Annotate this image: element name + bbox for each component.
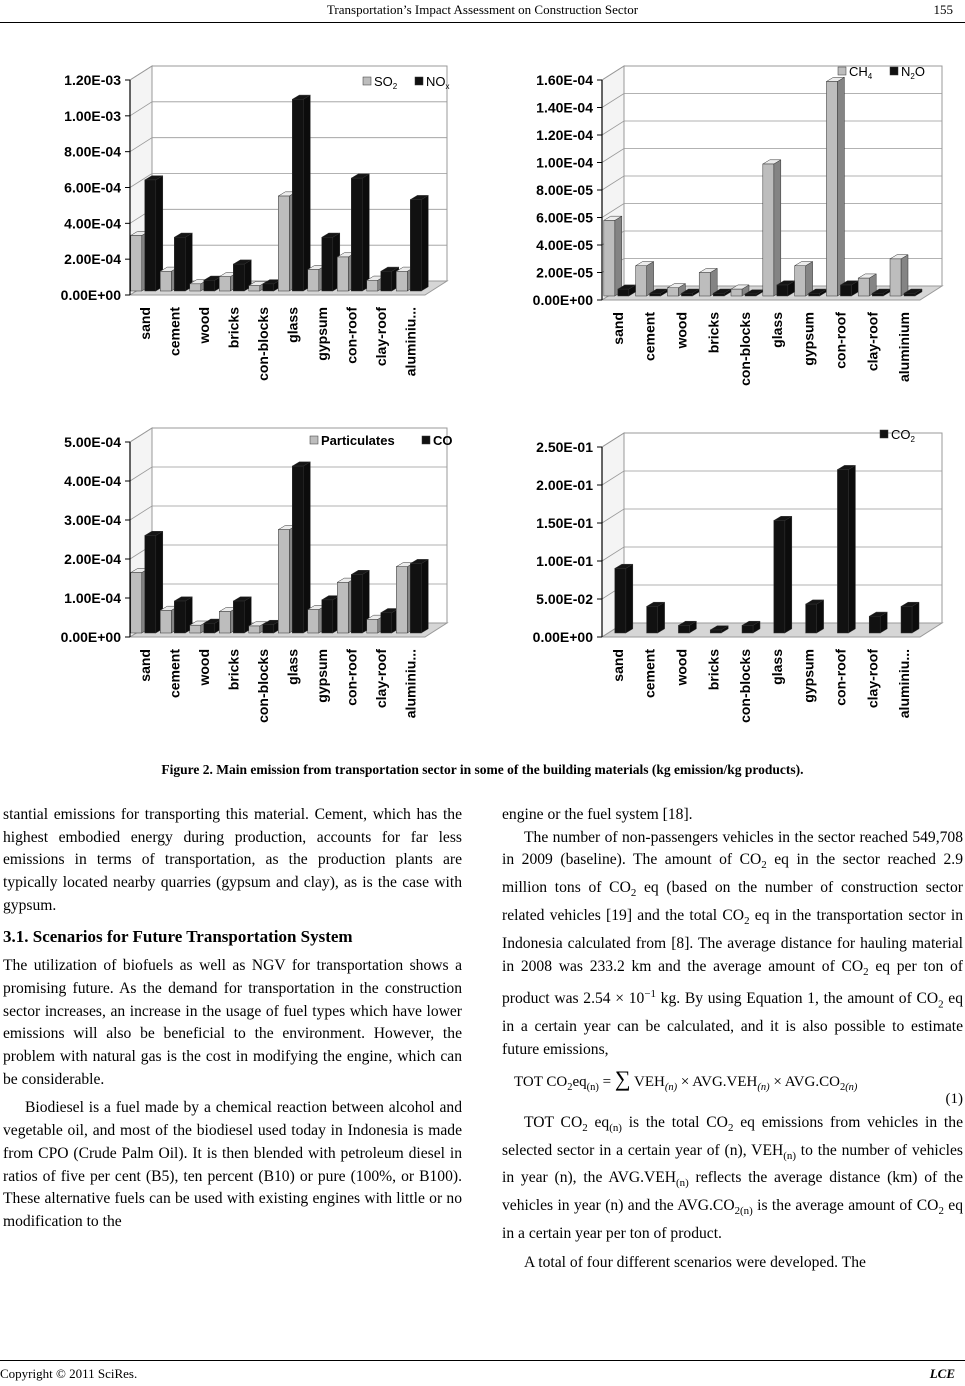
bar-nox-bricks-front bbox=[233, 264, 244, 291]
y-tick-label: 1.00E-04 bbox=[64, 590, 121, 606]
y-tick-label: 2.00E-01 bbox=[536, 477, 593, 493]
page-footer bbox=[0, 1360, 965, 1381]
bar-ch4-cement-side bbox=[647, 262, 654, 296]
bar-so2-conroof-front bbox=[337, 257, 348, 291]
x-tick-label: sand bbox=[136, 649, 153, 682]
x-tick-label: clay-roof bbox=[372, 649, 389, 709]
bar-nox-glass-side bbox=[303, 95, 310, 291]
x-tick-label: con-roof bbox=[343, 649, 360, 706]
bar-co-aluminiu bbox=[410, 559, 428, 633]
chart-co2 bbox=[490, 422, 950, 757]
bar-ch4-aluminium-front bbox=[890, 259, 901, 296]
gridline bbox=[130, 467, 447, 481]
y-tick-label: 2.00E-05 bbox=[536, 264, 593, 281]
legend-label-co: CO bbox=[433, 433, 453, 448]
x-tick-label: con-blocks bbox=[737, 312, 754, 386]
gridline bbox=[602, 471, 942, 485]
legend-swatch-so2 bbox=[363, 77, 371, 85]
right-column bbox=[502, 804, 963, 1274]
running-title: Transportation’s Impact Assessment on Construction Sector bbox=[326, 2, 639, 17]
y-tick-label: 8.00E-05 bbox=[536, 182, 593, 198]
bar-co-glass bbox=[292, 462, 310, 633]
bar-co2-aluminiu bbox=[901, 602, 919, 633]
x-tick-label: con-blocks bbox=[737, 649, 754, 723]
bar-ch4-conblocks-front bbox=[731, 289, 742, 296]
legend-swatch-ch4 bbox=[838, 67, 846, 75]
bar-particulates-conroof-front bbox=[337, 582, 348, 633]
y-tick-label: 6.00E-04 bbox=[64, 179, 121, 196]
x-tick-label: aluminium bbox=[896, 312, 913, 383]
bar-nox-glass-front bbox=[292, 99, 303, 291]
chart-particulates-co bbox=[20, 422, 470, 757]
bar-particulates-conblocks-front bbox=[249, 626, 260, 633]
bar-n2o-aluminium-front bbox=[904, 293, 915, 296]
bar-co2-conroof bbox=[837, 465, 855, 633]
section-heading: 3.1. Scenarios for Future Transportation System bbox=[3, 926, 353, 946]
chart-ch4-n2o bbox=[490, 55, 950, 420]
journal-name: LCE bbox=[929, 1366, 955, 1381]
legend-swatch-co2 bbox=[880, 430, 888, 438]
paragraph: A total of four different scenarios were developed. The bbox=[524, 1253, 866, 1271]
bar-ch4-conroof-side bbox=[837, 77, 844, 296]
x-tick-label: bricks bbox=[225, 649, 242, 691]
bar-co2-glass-front bbox=[774, 521, 785, 633]
gridline bbox=[130, 428, 447, 442]
gridline bbox=[602, 94, 942, 108]
bar-co2-sand bbox=[615, 564, 633, 633]
x-tick-label: con-roof bbox=[343, 307, 360, 364]
y-tick-label: 1.00E-03 bbox=[64, 107, 121, 124]
gridline bbox=[130, 138, 447, 152]
x-tick-label: con-roof bbox=[832, 649, 849, 706]
paragraph: The number of non-passengers vehicles in the sector reached 549,708 in 2009 (baseline). The amount of $CO_2$ eq in the sector reached 2.9 million tons of $CO_2$ eq (based on the number of construction sector related vehicles [19] and the total $CO_2$ eq in the transportation sector in Indonesia calculated from [8]. The average distance for hauling material in 2008 was 233.2 km and the average amount of $CO_2$ eq per ton of product was $2.54 \times 10^{-1}$ kg. By using Equation 1, the amount of $CO_2$ eq in a certain year can be calculated, and it is also possible to estimate future emissions, bbox=[502, 828, 964, 1059]
bar-ch4-conroof bbox=[826, 77, 844, 296]
x-tick-label: sand bbox=[609, 312, 626, 345]
x-tick-label: clay-roof bbox=[372, 307, 389, 367]
bar-particulates-glass-front bbox=[278, 530, 289, 633]
y-tick-label: 4.00E-04 bbox=[64, 473, 121, 489]
bar-so2-wood-front bbox=[190, 284, 201, 291]
bar-nox-sand-front bbox=[145, 180, 156, 291]
paragraph: Biodiesel is a fuel made by a chemical reaction between alcohol and vegetable oil, and most of the biodiesel used today in Indonesia is made from CPO (Crude Palm Oil). It is then blended with petroleum diesel in ratios of five per cent (B5), ten percent (B10) or pure (100%, or B100). These alternative fuels can be used with existing engines with little or no modification to the bbox=[3, 1099, 462, 1230]
copyright: Copyright © 2011 SciRes. bbox=[0, 1366, 138, 1381]
bar-ch4-sand-side bbox=[615, 216, 622, 296]
x-tick-label: wood bbox=[195, 649, 212, 686]
x-tick-label: glass bbox=[284, 307, 301, 343]
chart-so2-nox bbox=[20, 55, 470, 420]
legend-label-co2: $CO_2$ bbox=[891, 427, 915, 444]
bar-n2o-conblocks-front bbox=[745, 294, 756, 296]
bar-so2-cement-front bbox=[160, 271, 171, 291]
bar-co2-conblocks-front bbox=[742, 625, 753, 633]
y-tick-label: 2.50E-01 bbox=[536, 439, 593, 455]
y-tick-label: 1.40E-04 bbox=[536, 99, 593, 116]
page-header bbox=[0, 0, 965, 24]
bar-n2o-glass-front bbox=[777, 285, 788, 296]
legend-swatch-n2o bbox=[890, 67, 898, 75]
y-tick-label: 5.00E-02 bbox=[536, 591, 593, 607]
bar-co-aluminiu-front bbox=[410, 564, 421, 633]
bar-co-bricks-front bbox=[233, 601, 244, 633]
bar-nox-conblocks-front bbox=[263, 284, 274, 291]
bar-ch4-clayroof-front bbox=[858, 278, 869, 296]
bar-co2-clayroof-front bbox=[869, 616, 880, 633]
bar-ch4-cement-front bbox=[636, 266, 647, 296]
bar-so2-conblocks-front bbox=[249, 286, 260, 291]
page-number: 155 bbox=[933, 2, 953, 17]
bar-co2-sand-side bbox=[626, 564, 633, 633]
x-tick-label: glass bbox=[768, 312, 785, 348]
bar-co-glass-front bbox=[292, 466, 303, 633]
bar-co2-gypsum bbox=[806, 600, 824, 633]
bar-ch4-conroof-front bbox=[826, 82, 837, 297]
bar-particulates-bricks-front bbox=[219, 612, 230, 633]
bar-nox-aluminiu-side bbox=[421, 195, 428, 291]
x-tick-label: gypsum bbox=[800, 312, 817, 366]
bar-so2-glass-front bbox=[278, 196, 289, 291]
bar-co2-cement-front bbox=[647, 606, 658, 633]
bar-ch4-glass-side bbox=[774, 160, 781, 296]
x-tick-label: cement bbox=[166, 307, 183, 357]
bar-so2-sand-front bbox=[131, 235, 142, 291]
legend-swatch-co bbox=[422, 436, 430, 444]
bar-n2o-bricks-front bbox=[713, 293, 724, 296]
bar-nox-gypsum-front bbox=[322, 237, 333, 291]
bar-co2-bricks-front bbox=[710, 630, 721, 633]
bar-particulates-wood-front bbox=[190, 625, 201, 633]
x-tick-label: wood bbox=[673, 312, 690, 349]
y-tick-label: 0.00E+00 bbox=[532, 292, 593, 308]
bar-ch4-bricks-front bbox=[699, 273, 710, 296]
legend-label-ch4: $CH_4$ bbox=[849, 64, 873, 81]
bar-co2-glass-side bbox=[785, 516, 792, 633]
x-tick-label: cement bbox=[641, 312, 658, 362]
paragraph: engine or the fuel system [18]. bbox=[502, 806, 693, 823]
x-tick-label: bricks bbox=[705, 312, 722, 354]
bar-co2-cement-side bbox=[658, 602, 665, 633]
bar-co-conblocks-front bbox=[263, 624, 274, 633]
x-tick-label: aluminiu... bbox=[896, 649, 913, 719]
bar-nox-cement bbox=[174, 233, 192, 291]
bar-particulates-aluminiu-front bbox=[396, 567, 407, 633]
bar-co2-gypsum-side bbox=[817, 600, 824, 633]
legend-swatch-particulates bbox=[310, 436, 318, 444]
y-tick-label: 5.00E-04 bbox=[64, 434, 121, 450]
y-tick-label: 3.00E-04 bbox=[64, 512, 121, 528]
bar-nox-clayroof-front bbox=[381, 271, 392, 291]
y-tick-label: 6.00E-05 bbox=[536, 209, 593, 226]
x-tick-label: sand bbox=[136, 307, 153, 340]
paragraph: TOT $CO_2$ $eq_{(n)}$ is the total $CO_2$ eq emissions from vehicles in the selected sector in a certain year of (n), $VEH_{(n)}$ to the number of vehicles in year (n), the $AVG.VEH_{(n)}$ reflects the average distance (km) of the vehicles in year (n) and the $AVG.CO_{2(n)}$ is the average amount of $CO_2$ eq in a certain year per ton of product. bbox=[502, 1113, 964, 1243]
x-tick-label: con-blocks bbox=[254, 307, 271, 381]
bar-co-wood-front bbox=[204, 623, 215, 633]
x-tick-label: clay-roof bbox=[864, 649, 881, 709]
y-tick-label: 0.00E+00 bbox=[60, 629, 121, 645]
legend-swatch-nox bbox=[415, 77, 423, 85]
legend-label-n2o: $N_2O$ bbox=[901, 64, 925, 81]
y-tick-label: 0.00E+00 bbox=[60, 287, 121, 303]
gridline bbox=[602, 585, 942, 599]
bar-co2-conroof-side bbox=[848, 465, 855, 633]
x-tick-label: gypsum bbox=[313, 307, 330, 361]
y-tick-label: 1.20E-04 bbox=[536, 127, 593, 143]
figure-caption: Figure 2. Main emission from transportation sector in some of the building materials (kg emission/kg products). bbox=[161, 762, 804, 777]
bar-nox-aluminiu-front bbox=[410, 200, 421, 291]
x-tick-label: con-roof bbox=[832, 312, 849, 369]
bar-co-sand-front bbox=[145, 536, 156, 634]
x-tick-label: cement bbox=[166, 649, 183, 699]
x-tick-label: aluminiu... bbox=[402, 307, 419, 377]
x-tick-label: wood bbox=[195, 307, 212, 344]
equation-number: (1) bbox=[945, 1090, 963, 1107]
legend-label-particulates: Particulates bbox=[321, 433, 395, 448]
bar-co-gypsum-front bbox=[322, 600, 333, 633]
bar-co2-clayroof bbox=[869, 612, 887, 633]
x-tick-label: bricks bbox=[225, 307, 242, 349]
bar-so2-aluminiu-front bbox=[396, 271, 407, 291]
bar-ch4-wood-front bbox=[667, 288, 678, 296]
bar-ch4-gypsum-side bbox=[806, 262, 813, 296]
bar-ch4-cement bbox=[636, 262, 654, 296]
x-tick-label: glass bbox=[768, 649, 785, 685]
bar-nox-aluminiu bbox=[410, 195, 428, 291]
legend-label-so2: $SO_2$ bbox=[374, 74, 398, 91]
gridline bbox=[602, 121, 942, 135]
y-tick-label: 1.50E-01 bbox=[536, 515, 593, 531]
x-tick-label: con-blocks bbox=[254, 649, 271, 723]
bar-so2-clayroof-front bbox=[367, 280, 378, 291]
bar-so2-bricks-front bbox=[219, 277, 230, 291]
bar-ch4-gypsum bbox=[795, 262, 813, 296]
bar-ch4-aluminium bbox=[890, 255, 908, 296]
gridline bbox=[602, 547, 942, 561]
x-tick-label: gypsum bbox=[313, 649, 330, 703]
y-tick-label: 8.00E-04 bbox=[64, 143, 121, 160]
bar-n2o-cement-front bbox=[650, 293, 661, 296]
x-tick-label: glass bbox=[284, 649, 301, 685]
bar-so2-gypsum-front bbox=[308, 270, 319, 292]
bar-particulates-clayroof-front bbox=[367, 619, 378, 633]
bar-co-clayroof-front bbox=[381, 613, 392, 633]
bar-co2-gypsum-front bbox=[806, 604, 817, 633]
bar-co-cement-front bbox=[174, 601, 185, 633]
bar-n2o-sand-front bbox=[618, 289, 629, 296]
x-tick-label: gypsum bbox=[800, 649, 817, 703]
bar-co-glass-side bbox=[303, 462, 310, 633]
bar-co2-glass bbox=[774, 516, 792, 633]
equation-formula: TOT $CO_2eq_{(n)}$ = ∑ $VEH_{(n)} \times AVG.VEH_{(n)} \times AVG.CO_{2(n)}$ bbox=[514, 1065, 858, 1093]
footer-rule bbox=[0, 1360, 965, 1361]
gridline bbox=[130, 506, 447, 520]
bar-co2-conroof-front bbox=[837, 470, 848, 633]
y-tick-label: 4.00E-05 bbox=[536, 237, 593, 253]
bar-ch4-bricks bbox=[699, 268, 717, 296]
y-tick-label: 1.00E-04 bbox=[536, 154, 593, 171]
bar-particulates-gypsum-front bbox=[308, 610, 319, 633]
bar-nox-conroof bbox=[351, 174, 369, 291]
x-tick-label: clay-roof bbox=[864, 312, 881, 372]
y-tick-label: 1.20E-03 bbox=[64, 72, 121, 88]
bar-n2o-conroof-front bbox=[840, 285, 851, 296]
x-tick-label: sand bbox=[609, 649, 626, 682]
equation-1 bbox=[502, 1062, 963, 1112]
x-tick-label: cement bbox=[641, 649, 658, 699]
bar-ch4-gypsum-front bbox=[795, 266, 806, 296]
bar-ch4-sand bbox=[604, 216, 622, 296]
header-rule bbox=[0, 22, 965, 23]
left-column bbox=[3, 804, 462, 1234]
bar-co-conroof-front bbox=[351, 575, 362, 634]
bar-n2o-gypsum-front bbox=[809, 293, 820, 296]
bar-co2-aluminiu-front bbox=[901, 606, 912, 633]
bar-ch4-aluminium-side bbox=[901, 255, 908, 296]
bar-nox-cement-front bbox=[174, 237, 185, 291]
bar-nox-glass bbox=[292, 95, 310, 291]
bar-ch4-glass-front bbox=[763, 164, 774, 296]
gridline bbox=[130, 174, 447, 188]
bar-nox-cement-side bbox=[185, 233, 192, 291]
bar-nox-conroof-front bbox=[351, 178, 362, 291]
gridline bbox=[602, 509, 942, 523]
bar-ch4-glass bbox=[763, 160, 781, 296]
bar-co2-aluminiu-side bbox=[912, 602, 919, 633]
bar-nox-wood-front bbox=[204, 280, 215, 291]
bar-n2o-clayroof-front bbox=[872, 293, 883, 296]
gridline bbox=[130, 66, 447, 80]
bar-n2o-wood-front bbox=[681, 293, 692, 296]
gridline bbox=[130, 102, 447, 116]
bar-ch4-sand-front bbox=[604, 220, 615, 296]
y-tick-label: 4.00E-04 bbox=[64, 215, 121, 232]
bar-co2-cement bbox=[647, 602, 665, 633]
legend-label-nox: $NO_x$ bbox=[426, 74, 450, 91]
y-tick-label: 1.00E-01 bbox=[536, 553, 593, 569]
x-tick-label: aluminiu... bbox=[402, 649, 419, 719]
x-tick-label: wood bbox=[673, 649, 690, 686]
y-tick-label: 1.60E-04 bbox=[536, 72, 593, 88]
bar-co-aluminiu-side bbox=[421, 559, 428, 633]
paragraph: The utilization of biofuels as well as NGV for transportation shows a promising future. As the demand for transportation in the construction sector increases, an increase in the usage of fuel types which have lower emissions will also be beneficial to the environment. However, the problem with natural gas is the cost in modifying the engine, which can be considerable. bbox=[3, 957, 462, 1088]
y-tick-label: 0.00E+00 bbox=[532, 629, 593, 645]
bar-particulates-cement-front bbox=[160, 610, 171, 633]
y-tick-label: 2.00E-04 bbox=[64, 551, 121, 567]
paragraph: stantial emissions for transporting this material. Cement, which has the highest embodied energy during production, accounts for far less emissions in terms of transportation, as the production plants are typically located nearby quarries (gypsum and clay), as is the case with gypsum. bbox=[3, 806, 462, 914]
bar-nox-conroof-side bbox=[362, 174, 369, 291]
bar-co2-sand-front bbox=[615, 568, 626, 633]
y-tick-label: 2.00E-04 bbox=[64, 251, 121, 268]
bar-particulates-sand-front bbox=[131, 573, 142, 633]
bar-co2-wood-front bbox=[678, 625, 689, 633]
x-tick-label: bricks bbox=[705, 649, 722, 691]
